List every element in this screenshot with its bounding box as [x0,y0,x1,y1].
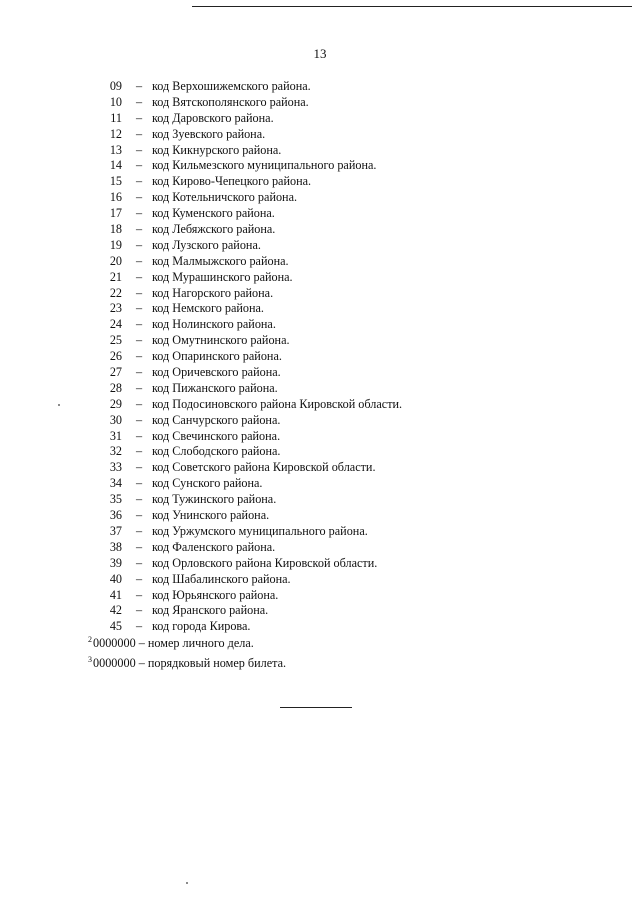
code-number: 29 [109,396,122,411]
code-description: код Вятскополянского района. [152,94,309,109]
code-number: 21 [109,269,122,284]
code-description: код Немского района. [152,301,264,316]
code-row [0,127,640,143]
code-number: 18 [109,222,122,237]
code-dash: – [136,508,143,523]
code-number: 10 [109,94,122,109]
code-row [0,349,640,365]
code-row [0,254,640,270]
code-number: 41 [109,587,122,602]
code-number: 42 [109,603,122,618]
code-dash: – [136,587,143,602]
code-description: код Нагорского района. [152,285,274,300]
code-row [0,206,640,222]
code-number: 35 [109,492,122,507]
code-description: код Верхошижемского района. [152,79,311,93]
scan-speck [58,404,60,406]
code-dash: – [136,126,143,141]
top-rule [192,6,632,7]
code-description: код Уржумского муниципального района. [152,523,368,538]
code-row [0,317,640,333]
code-description: код Орловского района Кировской области. [152,555,378,570]
code-row [0,222,640,238]
code-row [0,111,640,127]
code-dash: – [136,539,143,554]
code-dash: – [136,476,143,491]
code-dash: – [136,142,143,157]
code-description: код Фаленского района. [152,539,276,554]
code-dash: – [136,190,143,205]
code-description: код Советского района Кировской области. [152,460,376,475]
code-row [0,95,640,111]
code-number: 45 [109,619,122,634]
code-number: 31 [109,428,122,443]
code-description: код Слободского района. [152,444,281,459]
footnote-text: 0000000 – номер личного дела. [93,636,254,650]
code-dash: – [136,301,143,316]
code-description: код Тужинского района. [152,492,277,507]
footnote-mark: 3 [88,654,92,664]
code-description: код Лебяжского района. [152,222,276,237]
code-row [0,444,640,460]
code-dash: – [136,428,143,443]
code-row [0,603,640,619]
code-description: код Санчурского района. [152,412,281,427]
code-row [0,397,640,413]
code-row [0,238,640,254]
code-number: 20 [109,253,122,268]
code-number: 33 [109,460,122,475]
code-row [0,270,640,286]
code-number: 09 [109,79,122,93]
code-description: код Куменского района. [152,206,275,221]
code-description: код Котельничского района. [152,190,298,205]
code-dash: – [136,222,143,237]
code-row [0,492,640,508]
code-row [0,524,640,540]
code-dash: – [136,555,143,570]
footnote [88,652,286,672]
code-dash: – [136,110,143,125]
code-row [0,508,640,524]
code-number: 11 [110,110,122,125]
footnote-text: 0000000 – порядковый номер билета. [93,655,287,670]
page-number: 13 [313,46,327,61]
code-description: код Шабалинского района. [152,571,291,586]
code-dash: – [136,158,143,173]
code-dash: – [136,333,143,348]
code-number: 26 [109,349,122,364]
code-number: 12 [109,126,122,141]
code-list [0,79,640,635]
code-description: код Нолинского района. [152,317,276,332]
code-number: 17 [109,206,122,221]
code-description: код Свечинского района. [152,428,281,443]
code-description: код Мурашинского района. [152,269,293,284]
code-row [0,429,640,445]
code-description: код города Кирова. [152,619,251,634]
code-number: 16 [109,190,122,205]
code-dash: – [136,396,143,411]
scan-speck [186,882,188,884]
code-description: код Зуевского района. [152,126,266,141]
code-row [0,556,640,572]
code-number: 36 [109,508,122,523]
code-row [0,588,640,604]
code-description: код Кильмезского муниципального района. [152,158,377,173]
code-description: код Пижанского района. [152,380,278,395]
code-row [0,158,640,174]
code-dash: – [136,523,143,538]
code-row [0,143,640,159]
code-dash: – [136,237,143,252]
code-dash: – [136,444,143,459]
code-number: 38 [109,539,122,554]
code-number: 14 [109,158,122,173]
code-number: 23 [109,301,122,316]
code-number: 39 [109,555,122,570]
code-description: код Кирово-Чепецкого района. [152,174,312,189]
code-row [0,540,640,556]
code-dash: – [136,603,143,618]
footnotes [88,632,286,672]
code-dash: – [136,492,143,507]
code-dash: – [136,571,143,586]
code-row [0,365,640,381]
code-description: код Омутнинского района. [152,333,290,348]
code-number: 24 [109,317,122,332]
code-row [0,476,640,492]
code-description: код Даровского района. [152,110,274,125]
code-dash: – [136,412,143,427]
code-description: код Опаринского района. [152,349,282,364]
code-description: код Оричевского района. [152,365,281,380]
code-description: код Яранского района. [152,603,269,618]
code-number: 32 [109,444,122,459]
code-dash: – [136,460,143,475]
code-number: 30 [109,412,122,427]
code-row [0,79,640,95]
code-dash: – [136,174,143,189]
code-description: код Подосиновского района Кировской области. [152,396,403,411]
code-number: 13 [109,142,122,157]
code-dash: – [136,317,143,332]
code-dash: – [136,79,143,93]
footnote-mark: 2 [88,635,92,644]
code-dash: – [136,206,143,221]
code-description: код Кикнурского района. [152,142,282,157]
code-dash: – [136,285,143,300]
code-number: 19 [109,237,122,252]
code-row [0,174,640,190]
code-description: код Малмыжского района. [152,253,289,268]
code-number: 15 [109,174,122,189]
code-number: 28 [109,380,122,395]
code-row [0,460,640,476]
code-number: 22 [109,285,122,300]
code-number: 37 [109,523,122,538]
code-row [0,381,640,397]
code-dash: – [136,349,143,364]
code-dash: – [136,269,143,284]
code-description: код Унинского района. [152,508,270,523]
code-number: 40 [109,571,122,586]
code-row [0,333,640,349]
code-description: код Сунского района. [152,476,263,491]
code-dash: – [136,380,143,395]
footnote [88,632,286,652]
code-dash: – [136,619,143,634]
code-number: 25 [109,333,122,348]
end-rule [280,707,352,708]
code-row [0,413,640,429]
code-dash: – [136,365,143,380]
code-row [0,572,640,588]
code-number: 27 [109,365,122,380]
code-row [0,301,640,317]
code-number: 34 [109,476,122,491]
code-dash: – [136,94,143,109]
code-row [0,190,640,206]
code-row [0,286,640,302]
code-description: код Лузского района. [152,237,261,252]
code-dash: – [136,253,143,268]
code-description: код Юрьянского района. [152,587,279,602]
